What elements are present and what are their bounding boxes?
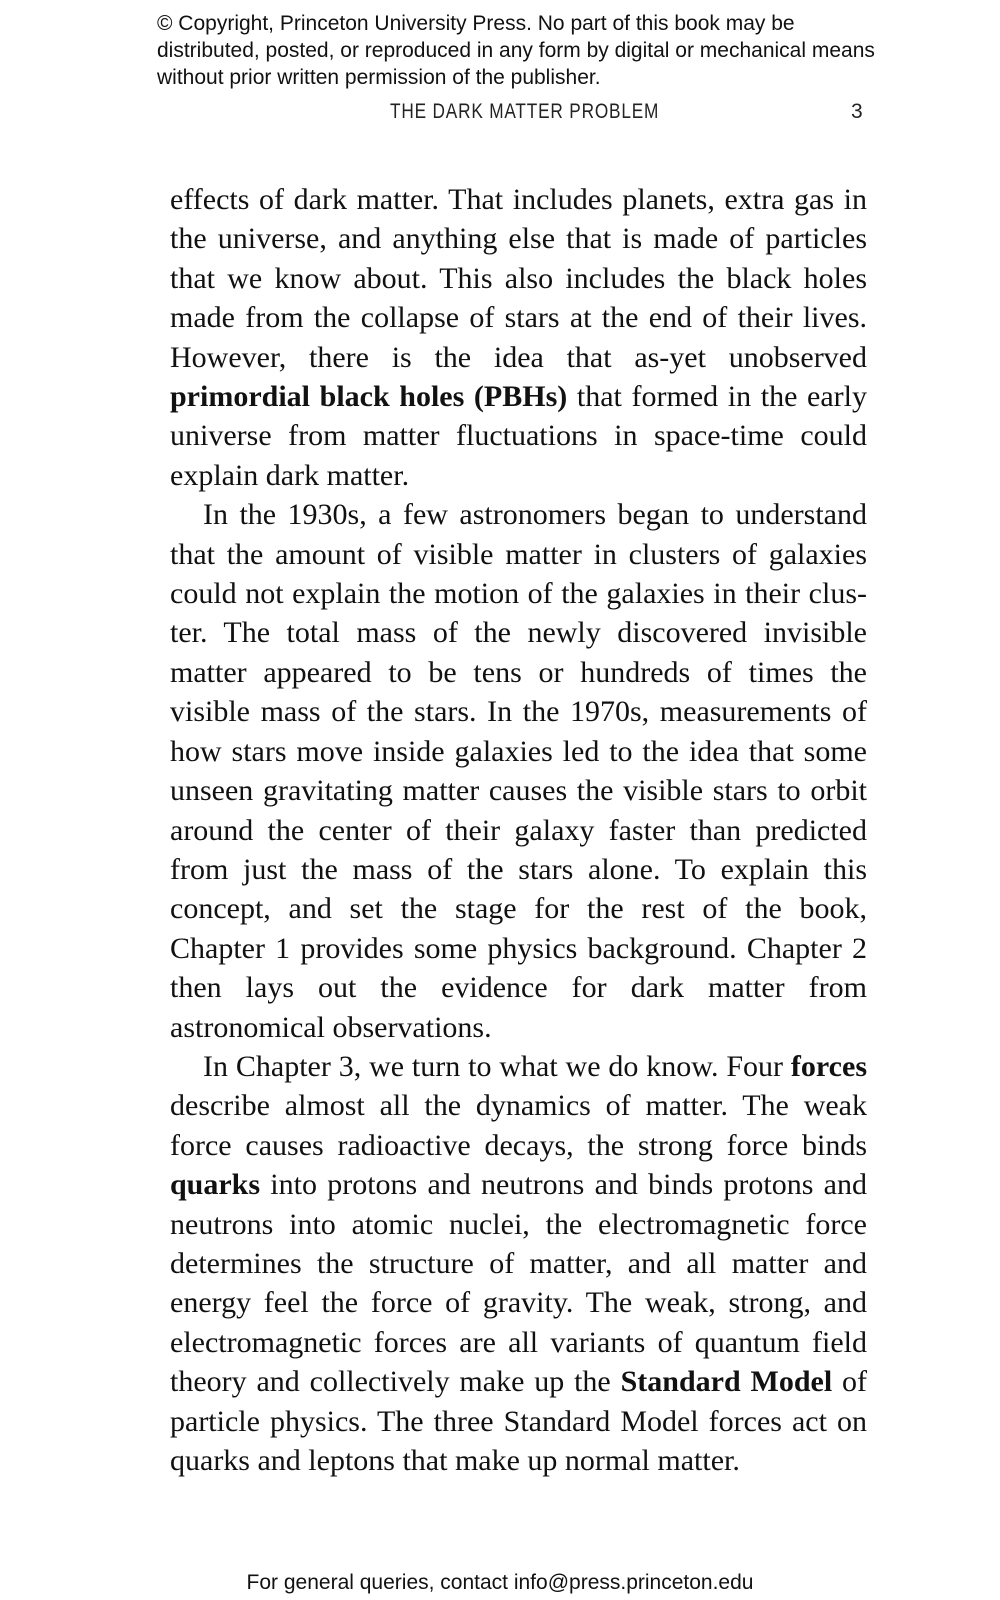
page-number: 3 [851, 100, 864, 123]
paragraph-3-text-e: into protons and neutrons and binds protons and neutrons into atomic nuclei, the electromagnetic force determines the structure of matter, and all matter and energy feel the force of gravity. The weak, strong, and electromagnetic forces are all variants of quantum field theory and collectively make up the [170, 1168, 867, 1399]
term-standard-model: Standard Model [620, 1365, 833, 1399]
paragraph-3-text-c: describe almost all the dynamics of matter. The weak force causes radioactive decays, the strong force binds [170, 1089, 867, 1162]
footer-contact: For general queries, contact info@press.princeton.edu [246, 1571, 754, 1594]
copyright-notice: © Copyright, Princeton University Press. No part of this book may be distributed, posted, or reproduced in any form by digital or mechanical means without prior written permission of the publisher. [157, 12, 875, 89]
paragraph-1-text-a: effects of dark matter. That includes planets, extra gas in the universe, and anything else that is made of particles that we know about. This also includes the black holes made from the collapse of stars at the end of their lives. However, there is the idea that as-yet unobserved [170, 183, 867, 374]
term-quarks: quarks [170, 1168, 261, 1202]
body-text [170, 180, 867, 1480]
paragraph-2: In the 1930s, a few astronomers began to understand that the amount of visible matter in clusters of galaxies could not explain the motion of the galaxies in their cluster. The total mass of the newly discovered invisible matter appeared to be tens or hundreds of times the visible mass of the stars. In the 1970s, measurements of how stars move inside galaxies led to the idea that some unseen gravitating matter causes the visible stars to orbit around the center of their galaxy faster than predicted from just the mass of the stars alone. To explain this concept, and set the stage for the rest of the book, Chapter 1 provides some physics background. Chapter 2 then lays out the evidence for dark matter from astronomical observations. [170, 498, 867, 1044]
term-primordial-black-holes: primordial black holes (PBHs) [170, 380, 568, 414]
running-header [0, 97, 1000, 129]
term-forces: forces [790, 1049, 867, 1083]
running-head-title: THE DARK MATTER PROBLEM [390, 100, 660, 123]
paragraph-3 [170, 1047, 867, 1480]
paragraph-3-text-g: of particle physics. The three Standard Model forces act on quarks and leptons that make up normal matter. [170, 1365, 867, 1477]
paragraph-1-text-c: that formed in the early universe from matter fluctuations in space-time could explain dark matter. [170, 380, 867, 492]
paragraph-3-text-a: In Chapter 3, we turn to what we do know. Four [203, 1049, 791, 1083]
paragraph-1 [170, 180, 867, 495]
